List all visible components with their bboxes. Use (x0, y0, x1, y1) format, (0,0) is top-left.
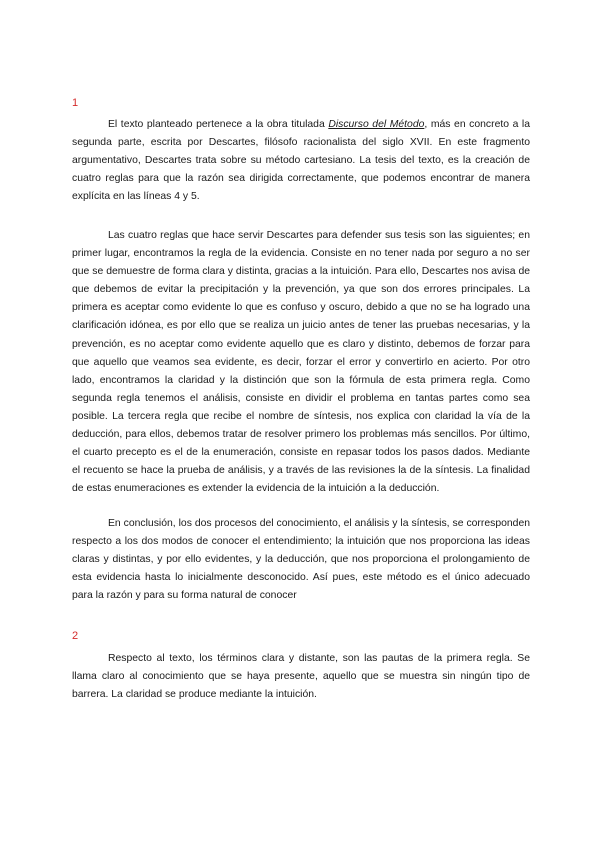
paragraph-introduction (72, 116, 530, 206)
intro-text-after: , más en concreto a la segunda parte, escrita por Descartes, filósofo racionalista del siglo XVII. En este fragmento argumentativo, Descartes trata sobre su método cartesiano. La tesis del texto, es la creación de cuatro reglas para que la razón sea dirigida correctamente, que podemos encontrar de manera explícita en las líneas 4 y 5. (72, 119, 531, 203)
section-number-1: 1 (72, 97, 79, 109)
paragraph-four-rules: Las cuatro reglas que hace servir Descartes para defender sus tesis son las siguientes; en primer lugar, encontramos la regla de la evidencia. Consiste en no tener nada por seguro a no ser que se demuestre de forma clara y distinta, gracias a la intuición. Para ello, Descartes nos avisa de que debemos de evitar la precipitación y la prevención, ya que son dos errores principales. La primera es aceptar como evidente lo que es confuso y oscuro, debido a que no se ha logrado una clarificación idónea, es por ello que se realiza un juicio antes de tener las pruebas necesarias, y la prevención, es no aceptar como evidente aquello que es claro y distinto, debemos de forzar para que aquello que veamos sea evidente, es decir, forzar el error y convertirlo en acierto. Por otro lado, encontramos la claridad y la distinción que son la fórmula de esta primera regla. Como segunda regla tenemos el análisis, consiste en dividir el problema en tantas partes como sea posible. La tercera regla que recibe el nombre de síntesis, nos explica con claridad la vía de la deducción, para ellos, debemos tratar de resolver primero los problemas más sencillos. Por último, el cuarto precepto es el de la enumeración, consiste en repasar todos los pasos dados. Mediante el recuento se hace la prueba de análisis, y a través de las revisiones la de la síntesis. La finalidad de estas enumeraciones es extender la evidencia de la intuición a la deducción. (72, 230, 530, 495)
section-number-2: 2 (72, 630, 79, 642)
book-title-reference: Discurso del Método (328, 119, 425, 130)
paragraph-conclusion: En conclusión, los dos procesos del conocimiento, el análisis y la síntesis, se corresponden respecto a los dos modos de conocer el entendimiento; la intuición que nos proporciona las ideas claras y distintas, y por ello evidentes, y la deducción, que nos proporciona el prolongamiento de esta evidencia hasta lo inicialmente desconocido. Así pues, este método es el único adecuado para la razón y para su forma natural de conocer (72, 518, 530, 602)
intro-text-before: El texto planteado pertenece a la obra titulada (108, 119, 329, 130)
paragraph-clarity: Respecto al texto, los términos clara y distante, son las pautas de la primera regla. Se llama claro al conocimiento que se haya presente, aquello que se muestra sin ningún tipo de barrera. La claridad se produce mediante la intuición. (72, 653, 530, 701)
